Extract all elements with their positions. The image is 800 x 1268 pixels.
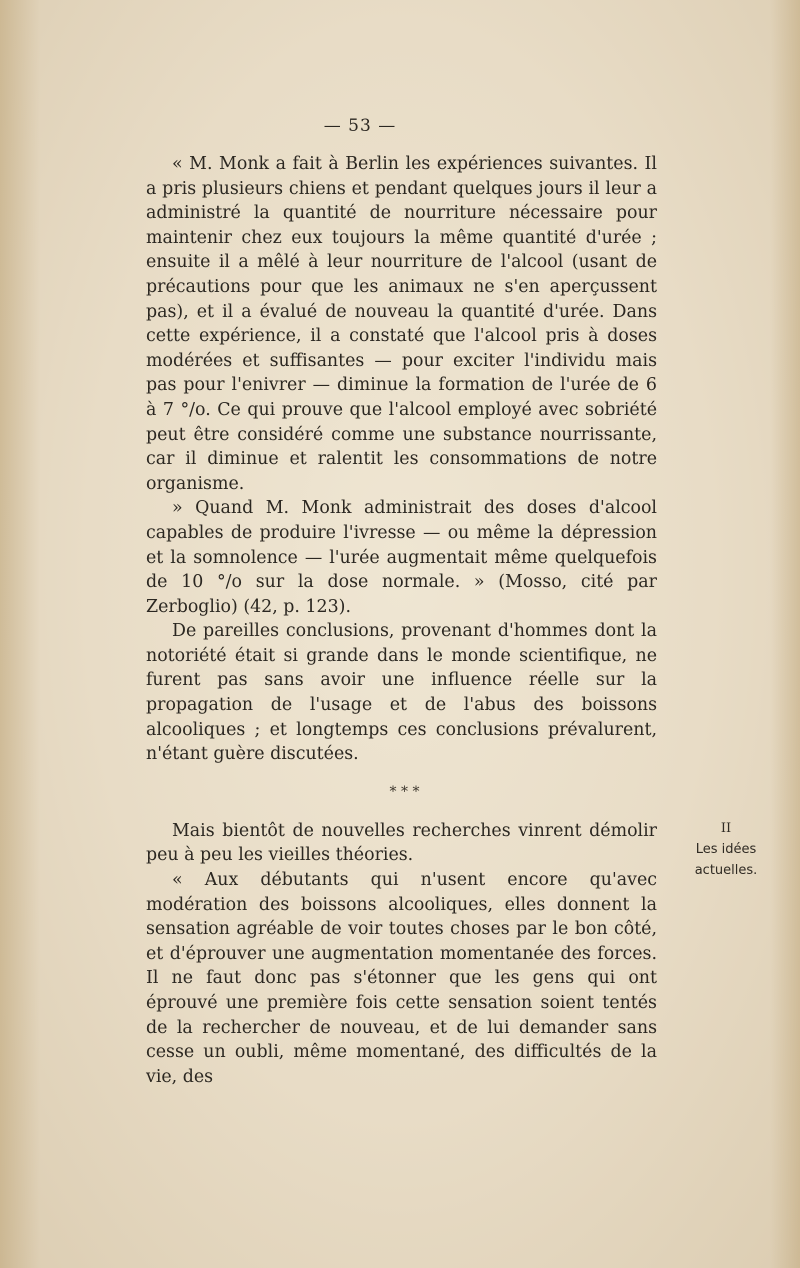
- margin-note: [676, 818, 776, 881]
- section-separator-asterism: [152, 785, 657, 799]
- body-text: [146, 152, 657, 1089]
- page-edge-shadow-right: [770, 0, 800, 1268]
- margin-note-line-2: actuelles.: [694, 863, 758, 878]
- page-number: — 53 —: [323, 116, 397, 136]
- paragraph-nouvelles-recherches: Mais bientôt de nouvelles recherches vinrent démolir peu à peu les vieilles théories.: [146, 820, 657, 866]
- separator-text: * * *: [389, 783, 420, 800]
- margin-section-number: II: [720, 821, 732, 836]
- paragraph-monk-ivresse: » Quand M. Monk administrait des doses d'alcool capables de produire l'ivresse — ou même la dépression et la somnolence — l'urée augmentait même quelquefois de 10 °/o sur la dose normale. » (Mosso, cité par Zerboglio) (42, p. 123).: [146, 498, 657, 617]
- paragraph-monk-experiment: « M. Monk a fait à Berlin les expériences suivantes. Il a pris plusieurs chiens et pendant quelques jours il leur a administré la quantité de nourriture nécessaire pour maintenir chez eux toujours la même quantité d'urée ; ensuite il a mêlé à leur nourriture de l'alcool (usant de précautions pour que les animaux ne s'en aperçussent pas), et il a évalué de nouveau la quantité d'urée. Dans cette expérience, il a constaté que l'alcool pris à doses modérées et suffisantes — pour exciter l'individu mais pas pour l'enivrer — diminue la formation de l'urée de 6 à 7 °/o. Ce qui prouve que l'alcool employé avec sobriété peut être considéré comme une substance nourrissante, car il diminue et ralentit les consommations de notre organisme.: [146, 154, 657, 494]
- margin-note-line-1: Les idées: [695, 842, 757, 857]
- paragraph-conclusions: De pareilles conclusions, provenant d'hommes dont la notoriété était si grande dans le monde scientifique, ne furent pas sans avoir une influence réelle sur la propagation de l'usage et de l'abus des boissons alcooliques ; et longtemps ces conclusions prévalurent, n'étant guère discutées.: [146, 621, 657, 765]
- paragraph-debutants: « Aux débutants qui n'usent encore qu'avec modération des boissons alcooliques, elles donnent la sensation agréable de voir toutes choses par le bon côté, et d'éprouver une augmentation momentanée des forces. Il ne faut donc pas s'étonner que les gens qui ont éprouvé une première fois cette sensation soient tentés de la rechercher de nouveau, et de lui demander sans cesse un oubli, même momentané, des difficultés de la vie, des: [146, 870, 657, 1087]
- page-edge-shadow-left: [0, 0, 40, 1268]
